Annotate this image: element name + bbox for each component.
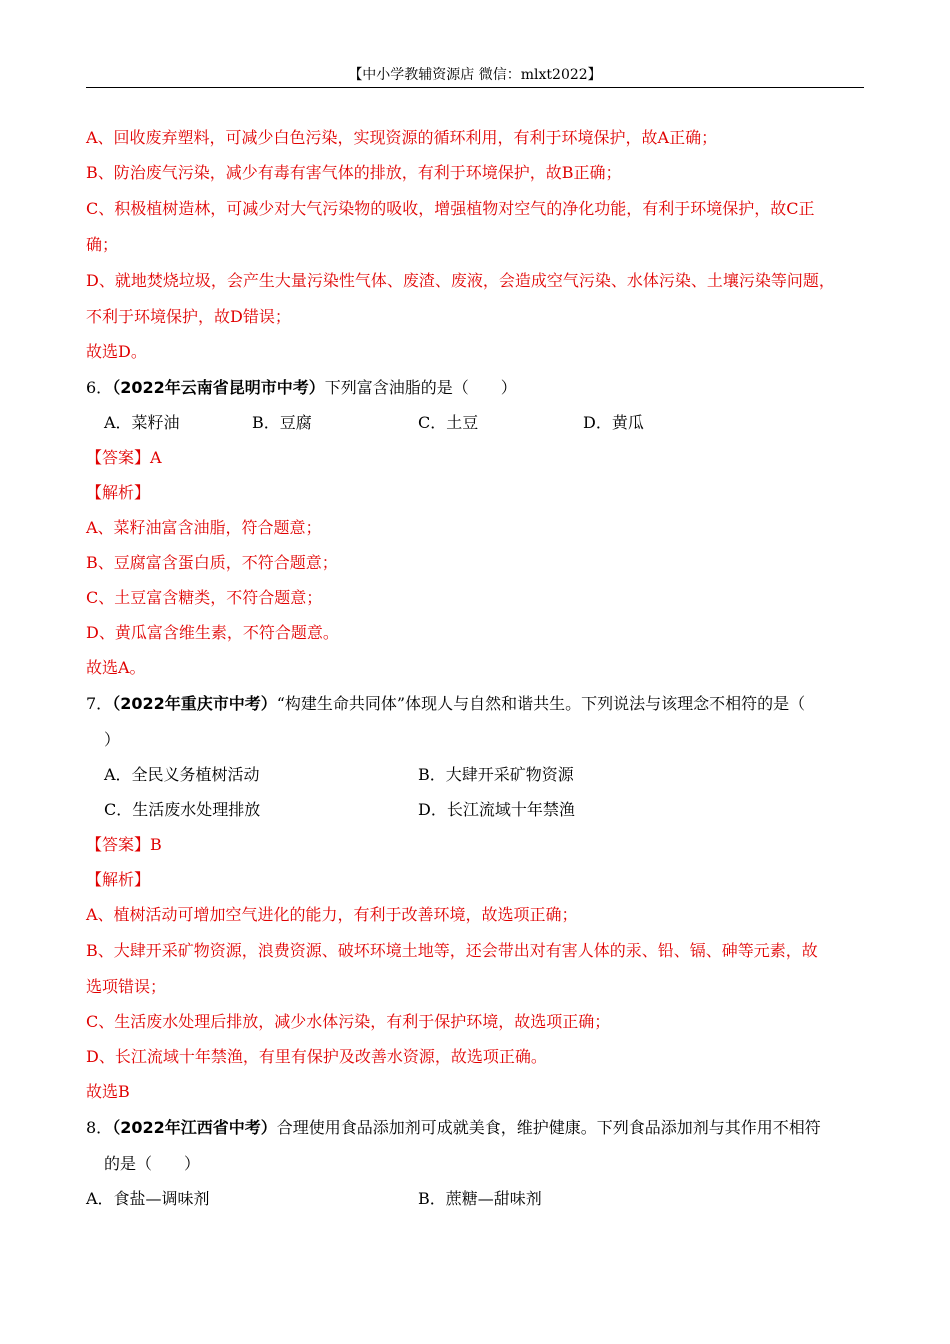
- q7-analysis-c: C、生活废水处理后排放，减少水体污染，有利于保护环境，故选项正确；: [86, 1012, 611, 1031]
- q5-conclusion: 故选D。: [86, 342, 147, 361]
- q7-option-d: D．长江流域十年禁渔: [418, 800, 575, 819]
- header-rule: [86, 87, 864, 88]
- q8-option-a: A．食盐—调味剂: [86, 1189, 210, 1208]
- q7-option-b: B．大肆开采矿物资源: [418, 765, 574, 784]
- page-header: 【中小学教辅资源店 微信：mlxt2022】: [348, 67, 602, 83]
- q7-conclusion: 故选B: [86, 1082, 130, 1101]
- q8-stem-cont: 的是（ ）: [104, 1154, 201, 1173]
- q8-option-b: B．蔗糖—甜味剂: [418, 1189, 542, 1208]
- q7-analysis-label: 【解析】: [86, 870, 151, 889]
- q6-stem-line: [86, 376, 517, 400]
- q6-option-b: B．豆腐: [252, 413, 312, 432]
- q8-stem: 合理使用食品添加剂可成就美食，维护健康。下列食品添加剂与其作用不相符: [276, 1118, 821, 1137]
- q6-option-a: A．菜籽油: [104, 413, 180, 432]
- q7-stem-cont: ）: [104, 730, 121, 749]
- q7-source: （2022年重庆市中考）: [112, 694, 277, 713]
- q7-answer-label: 【答案】: [86, 835, 151, 854]
- q5-analysis-b: B、防治废气污染，减少有毒有害气体的排放，有利于环境保护，故B正确；: [86, 163, 622, 182]
- q6-answer-line: [86, 446, 162, 470]
- q6-number: 6．: [86, 378, 113, 397]
- q6-option-c: C．土豆: [418, 413, 479, 432]
- q6-analysis-c: C、土豆富含糖类，不符合题意；: [86, 588, 323, 607]
- q8-source: （2022年江西省中考）: [112, 1118, 277, 1137]
- q5-analysis-c-cont: 确；: [86, 235, 119, 254]
- q5-analysis-d: D、就地焚烧垃圾，会产生大量污染性气体、废渣、废液，会造成空气污染、水体污染、土壤污染等问题，: [86, 271, 835, 290]
- q6-option-d: D．黄瓜: [583, 413, 644, 432]
- q5-analysis-c: C、积极植树造林，可减少对大气污染物的吸收，增强植物对空气的净化功能，有利于环境保护，故C正: [86, 199, 815, 218]
- q6-analysis-label: 【解析】: [86, 483, 151, 502]
- q6-analysis-b: B、豆腐富含蛋白质，不符合题意；: [86, 553, 338, 572]
- q5-analysis-a: A、回收废弃塑料，可减少白色污染，实现资源的循环利用，有利于环境保护，故A正确；: [86, 128, 718, 147]
- q6-source: （2022年云南省昆明市中考）: [112, 378, 325, 397]
- q7-analysis-b-cont: 选项错误；: [86, 977, 167, 996]
- q6-stem: 下列富含油脂的是（ ）: [324, 378, 517, 397]
- q7-analysis-d: D、长江流域十年禁渔，有里有保护及改善水资源，故选项正确。: [86, 1047, 547, 1066]
- q6-answer: A: [150, 448, 162, 467]
- q5-analysis-d-cont: 不利于环境保护，故D错误；: [86, 307, 291, 326]
- q7-analysis-b: B、大肆开采矿物资源，浪费资源、破坏环境土地等，还会带出对有害人体的汞、铅、镉、砷等元素，故: [86, 941, 818, 960]
- q7-answer-line: [86, 833, 162, 857]
- q7-answer: B: [150, 835, 162, 854]
- q7-option-a: A．全民义务植树活动: [104, 765, 260, 784]
- q8-stem-line: [86, 1116, 821, 1140]
- q7-stem: “构建生命共同体”体现人与自然和谐共生。下列说法与该理念不相符的是（: [276, 694, 806, 713]
- q6-analysis-a: A、菜籽油富含油脂，符合题意；: [86, 518, 322, 537]
- q6-conclusion: 故选A。: [86, 658, 146, 677]
- q7-number: 7．: [86, 694, 113, 713]
- q7-analysis-a: A、植树活动可增加空气进化的能力，有利于改善环境，故选项正确；: [86, 905, 578, 924]
- q8-number: 8．: [86, 1118, 113, 1137]
- q6-answer-label: 【答案】: [86, 448, 151, 467]
- q7-stem-line: [86, 692, 805, 716]
- q6-analysis-d: D、黄瓜富含维生素，不符合题意。: [86, 623, 339, 642]
- q7-option-c: C．生活废水处理排放: [104, 800, 261, 819]
